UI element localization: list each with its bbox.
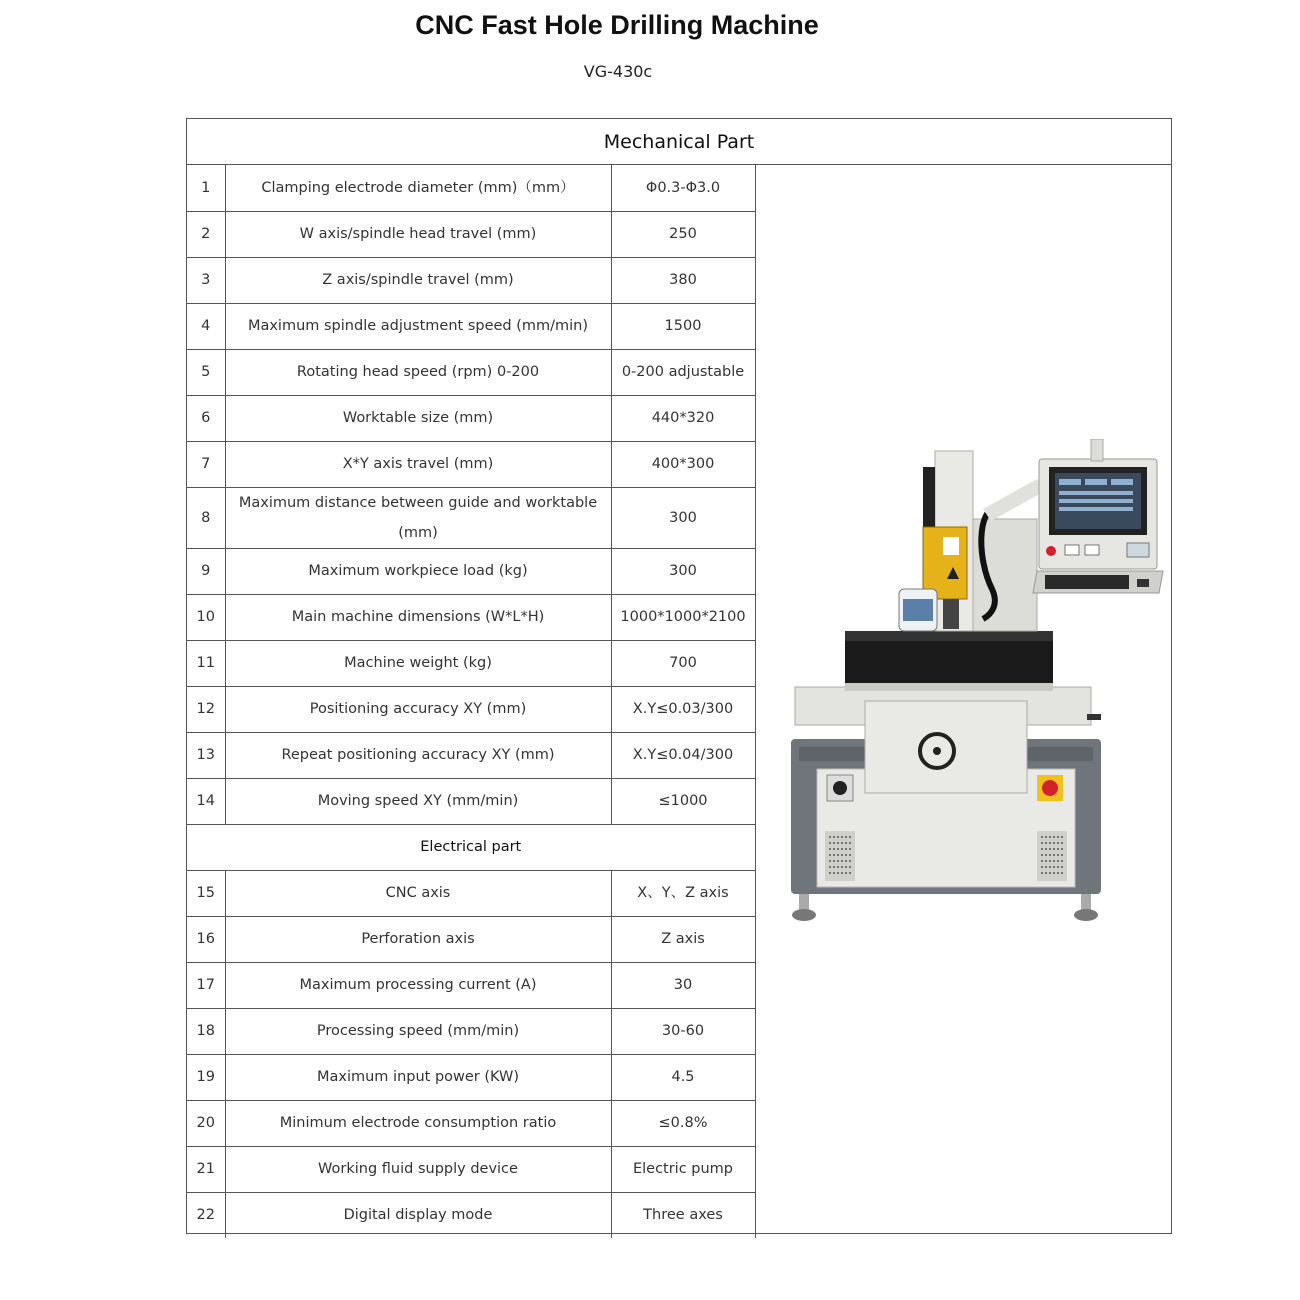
row-number: 20: [187, 1100, 225, 1146]
parameter-name: Positioning accuracy XY (mm): [225, 686, 611, 732]
table-row: [187, 686, 755, 732]
machine-work-tank: [845, 631, 1053, 691]
parameter-name: Maximum processing current (A): [225, 962, 611, 1008]
table-row: [187, 487, 755, 548]
table-row: [187, 441, 755, 487]
table-row: [187, 1008, 755, 1054]
parameter-value: 700: [611, 640, 755, 686]
parameter-name: Z axis/spindle travel (mm): [225, 257, 611, 303]
parameter-value: Z axis: [611, 916, 755, 962]
row-number: 21: [187, 1146, 225, 1192]
parameter-name: Maximum input power (KW): [225, 1054, 611, 1100]
parameter-value: 380: [611, 257, 755, 303]
parameter-name: Maximum workpiece load (kg): [225, 548, 611, 594]
row-number: 14: [187, 778, 225, 824]
row-number: 6: [187, 395, 225, 441]
spec-sheet: [186, 118, 1172, 1234]
electrical-part-header: Electrical part: [187, 824, 755, 870]
row-number: 10: [187, 594, 225, 640]
parameter-name: Maximum spindle adjustment speed (mm/min): [225, 303, 611, 349]
table-row: [187, 1192, 755, 1238]
row-number: 19: [187, 1054, 225, 1100]
parameter-name: Perforation axis: [225, 916, 611, 962]
parameter-value: X.Y≤0.04/300: [611, 732, 755, 778]
table-row: [187, 916, 755, 962]
row-number: 13: [187, 732, 225, 778]
row-number: 7: [187, 441, 225, 487]
parameter-name: W axis/spindle head travel (mm): [225, 211, 611, 257]
parameter-name: Worktable size (mm): [225, 395, 611, 441]
document-title: CNC Fast Hole Drilling Machine: [415, 10, 819, 40]
parameter-value: 30: [611, 962, 755, 1008]
control-console: [1033, 439, 1163, 593]
row-number: 11: [187, 640, 225, 686]
row-number: 4: [187, 303, 225, 349]
row-number: 9: [187, 548, 225, 594]
parameter-name: X*Y axis travel (mm): [225, 441, 611, 487]
table-row: [187, 1100, 755, 1146]
table-row: [187, 395, 755, 441]
row-number: 1: [187, 165, 225, 211]
parameter-value: Three axes: [611, 1192, 755, 1238]
parameter-value: 400*300: [611, 441, 755, 487]
table-row: [187, 211, 755, 257]
parameter-value: 300: [611, 487, 755, 548]
parameter-name: Maximum distance between guide and worktable (mm): [225, 487, 611, 548]
row-number: 18: [187, 1008, 225, 1054]
parameter-value: 250: [611, 211, 755, 257]
table-row: [187, 1146, 755, 1192]
table-row: [187, 732, 755, 778]
parameter-value: 1000*1000*2100: [611, 594, 755, 640]
parameter-value: 300: [611, 548, 755, 594]
table-row: [187, 349, 755, 395]
parameter-name: Digital display mode: [225, 1192, 611, 1238]
row-number: 17: [187, 962, 225, 1008]
table-row: [187, 870, 755, 916]
row-number: 3: [187, 257, 225, 303]
table-row: [187, 640, 755, 686]
parameter-name: Machine weight (kg): [225, 640, 611, 686]
machine-photo: [787, 439, 1177, 959]
parameter-value: 1500: [611, 303, 755, 349]
table-row: [187, 548, 755, 594]
table-row: [187, 1054, 755, 1100]
parameter-value: Φ0.3-Φ3.0: [611, 165, 755, 211]
row-number: 16: [187, 916, 225, 962]
parameter-value: 30-60: [611, 1008, 755, 1054]
parameter-name: CNC axis: [225, 870, 611, 916]
parameter-name: Clamping electrode diameter (mm)（mm）: [225, 165, 611, 211]
row-number: 5: [187, 349, 225, 395]
parameter-name: Minimum electrode consumption ratio: [225, 1100, 611, 1146]
parameter-value: 440*320: [611, 395, 755, 441]
table-row: [187, 257, 755, 303]
parameter-name: Processing speed (mm/min): [225, 1008, 611, 1054]
parameter-name: Rotating head speed (rpm) 0-200: [225, 349, 611, 395]
parameter-value: X、Y、Z axis: [611, 870, 755, 916]
parameter-name: Working fluid supply device: [225, 1146, 611, 1192]
parameter-value: X.Y≤0.03/300: [611, 686, 755, 732]
table-row: [187, 778, 755, 824]
electrical-part-row: [187, 824, 755, 870]
row-number: 2: [187, 211, 225, 257]
parameter-value: 0-200 adjustable: [611, 349, 755, 395]
parameter-name: Main machine dimensions (W*L*H): [225, 594, 611, 640]
parameter-value: ≤0.8%: [611, 1100, 755, 1146]
table-row: [187, 962, 755, 1008]
parameter-name: Repeat positioning accuracy XY (mm): [225, 732, 611, 778]
row-number: 15: [187, 870, 225, 916]
table-row: [187, 165, 755, 211]
table-row: [187, 594, 755, 640]
parameter-name: Moving speed XY (mm/min): [225, 778, 611, 824]
parameter-value: Electric pump: [611, 1146, 755, 1192]
machine-column: [899, 451, 1045, 631]
row-number: 22: [187, 1192, 225, 1238]
spec-table: [187, 165, 756, 1238]
parameter-value: 4.5: [611, 1054, 755, 1100]
parameter-value: ≤1000: [611, 778, 755, 824]
mechanical-part-header: Mechanical Part: [187, 119, 1171, 165]
model-number: VG-430c: [583, 62, 653, 81]
row-number: 8: [187, 487, 225, 548]
table-row: [187, 303, 755, 349]
row-number: 12: [187, 686, 225, 732]
